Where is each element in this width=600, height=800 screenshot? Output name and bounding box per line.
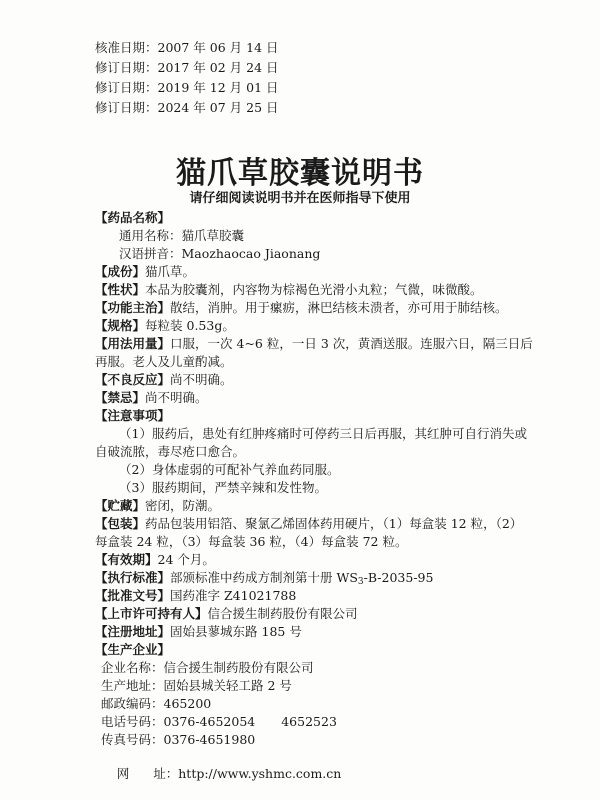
section-text: -B-2035-95 xyxy=(363,570,434,585)
field-label: 传真号码： xyxy=(101,732,164,747)
section-heading: 【贮藏】 xyxy=(95,498,146,513)
section-drug-name xyxy=(95,210,170,226)
revision-date: 修订日期：2019 年 12 月 01 日 xyxy=(95,80,279,95)
section-adverse-reactions xyxy=(95,372,233,388)
manufacturer-address xyxy=(101,678,292,694)
section-heading: 【注意事项】 xyxy=(95,408,171,423)
section-precautions xyxy=(95,408,170,424)
section-heading: 【包装】 xyxy=(95,516,146,531)
section-heading: 【药品名称】 xyxy=(95,210,171,225)
section-text: 本品为胶囊剂，内容物为棕褐色光滑小丸粒；气微，味微酸。 xyxy=(145,282,483,297)
section-text: 尚不明确。 xyxy=(170,372,233,387)
common-name: 通用名称：猫爪草胶囊 xyxy=(119,228,245,243)
section-storage xyxy=(95,498,220,514)
revision-date: 修订日期：2024 年 07 月 25 日 xyxy=(95,100,279,115)
standard-subscript: 3 xyxy=(357,577,364,587)
document-title: 猫爪草胶囊说明书 xyxy=(176,156,424,191)
field-label: 企业名称： xyxy=(101,660,164,675)
section-heading: 【有效期】 xyxy=(95,552,158,567)
manufacturer-website xyxy=(101,750,341,798)
section-manufacturer xyxy=(95,642,170,658)
section-heading: 【生产企业】 xyxy=(95,642,171,657)
section-text: 国药准字 Z41021788 xyxy=(170,588,297,603)
section-contraindications xyxy=(95,390,208,406)
field-label: 电话号码： xyxy=(101,714,164,729)
manufacturer-postcode xyxy=(101,696,211,712)
document-subtitle: 请仔细阅读说明书并在医师指导下使用 xyxy=(189,191,411,206)
section-text: 猫爪草。 xyxy=(145,264,196,279)
section-text: 药品包装用铝箔、聚氯乙烯固体药用硬片，（1）每盒装 12 粒，（2） xyxy=(145,516,523,531)
section-text: 每粒装 0.53g。 xyxy=(145,318,235,333)
field-value: 465200 xyxy=(163,696,212,711)
section-text: 部颁标准中药成方制剂第十册 WS xyxy=(170,570,358,585)
precaution-item-continued: 自破流脓，毒尽疮口愈合。 xyxy=(95,444,246,459)
manufacturer-phone xyxy=(101,714,337,730)
pinyin-name: 汉语拼音：Maozhaocao Jiaonang xyxy=(119,246,321,261)
section-heading: 【用法用量】 xyxy=(95,336,171,351)
packaging-continued: 每盒装 24 粒，（3）每盒装 36 粒，（4）每盒装 72 粒。 xyxy=(95,534,408,549)
precaution-item: （2）身体虚弱的可配补气养血药同服。 xyxy=(119,462,340,477)
section-standard xyxy=(95,570,433,590)
section-heading: 【上市许可持有人】 xyxy=(95,606,208,621)
section-text: 尚不明确。 xyxy=(145,390,208,405)
field-label: 生产地址： xyxy=(101,678,164,693)
section-heading: 【批准文号】 xyxy=(95,588,171,603)
section-heading: 【禁忌】 xyxy=(95,390,146,405)
section-license-holder xyxy=(95,606,358,622)
section-heading: 【功能主治】 xyxy=(95,300,171,315)
field-value: 4652523 xyxy=(281,714,337,729)
manufacturer-name xyxy=(101,660,314,676)
section-heading: 【成份】 xyxy=(95,264,146,279)
field-value: 0376-4651980 xyxy=(163,732,256,747)
section-text: 散结，消肿。用于瘰疬，淋巴结核未溃者，亦可用于肺结核。 xyxy=(170,300,508,315)
precaution-item: （3）服药期间，严禁辛辣和发性物。 xyxy=(119,480,327,495)
section-heading: 【规格】 xyxy=(95,318,146,333)
section-heading: 【性状】 xyxy=(95,282,146,297)
section-packaging xyxy=(95,516,522,532)
field-label: 邮政编码： xyxy=(101,696,164,711)
field-value: 0376-4652054 xyxy=(163,714,256,729)
section-ingredients xyxy=(95,264,195,280)
field-value: 固始县城关轻工路 2 号 xyxy=(163,678,292,693)
section-validity xyxy=(95,552,215,568)
manufacturer-fax xyxy=(101,732,255,748)
section-registered-address xyxy=(95,624,302,640)
section-heading: 【注册地址】 xyxy=(95,624,171,639)
section-text: 信合援生制药股份有限公司 xyxy=(207,606,358,621)
section-text: 密闭，防潮。 xyxy=(145,498,221,513)
section-heading: 【不良反应】 xyxy=(95,372,171,387)
field-value: 信合援生制药股份有限公司 xyxy=(163,660,314,675)
section-description xyxy=(95,282,483,298)
section-heading: 【执行标准】 xyxy=(95,570,171,585)
approval-date: 核准日期：2007 年 06 月 14 日 xyxy=(95,40,279,55)
section-specification xyxy=(95,318,235,334)
section-text: 口服，一次 4~6 粒，一日 3 次，黄酒送服。连服六日，隔三日后 xyxy=(170,336,533,351)
section-text: 24 个月。 xyxy=(157,552,215,567)
section-text: 固始县蓼城东路 185 号 xyxy=(170,624,302,639)
section-dosage xyxy=(95,336,533,352)
dosage-continued: 再服。老人及儿童酌减。 xyxy=(95,354,233,369)
section-indications xyxy=(95,300,508,316)
field-label: 网 址： xyxy=(116,766,179,781)
precaution-item: （1）服药后，患处有红肿疼痛时可停药三日后再服，其红肿可自行消失或 xyxy=(119,426,527,441)
revision-date: 修订日期：2017 年 02 月 24 日 xyxy=(95,60,279,75)
section-approval xyxy=(95,588,296,604)
website-link[interactable]: http://www.yshmc.com.cn xyxy=(178,766,342,781)
